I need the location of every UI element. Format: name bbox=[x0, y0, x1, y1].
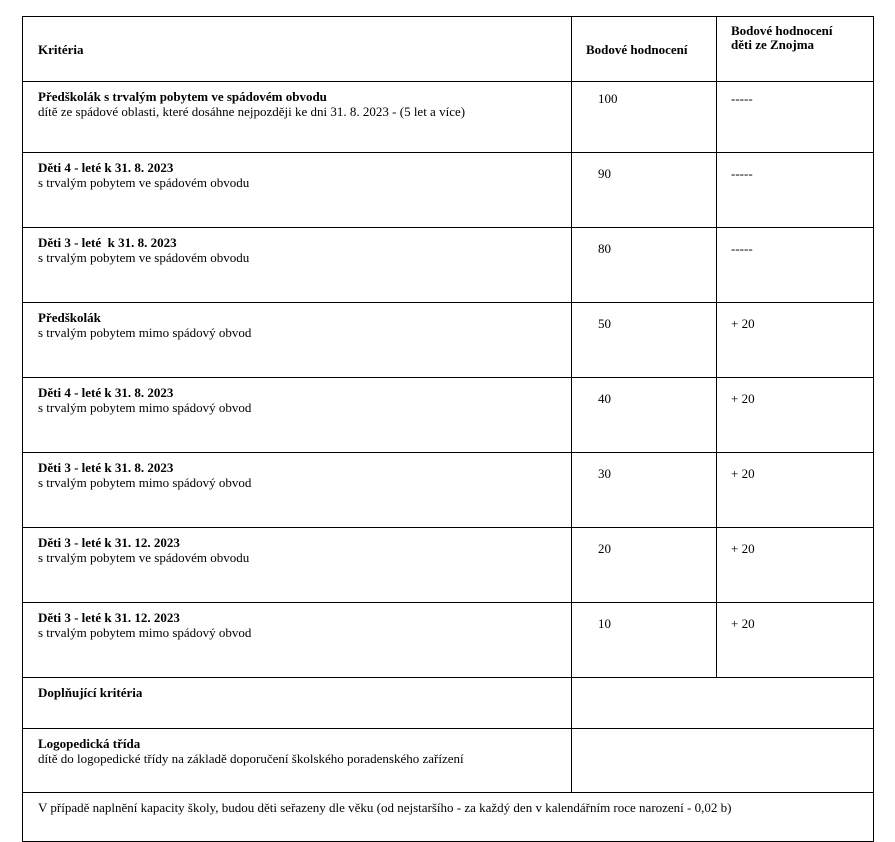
znojmo-cell: + 20 bbox=[717, 603, 874, 678]
header-criteria: Kritéria bbox=[23, 17, 572, 82]
points-cell: 10 bbox=[572, 603, 717, 678]
criteria-subtitle: dítě ze spádové oblasti, které dosáhne nejpozději ke dni 31. 8. 2023 - (5 let a více) bbox=[38, 104, 466, 119]
criteria-cell bbox=[23, 378, 572, 453]
points-cell: 80 bbox=[572, 228, 717, 303]
znojmo-cell: + 20 bbox=[717, 453, 874, 528]
criteria-table bbox=[22, 16, 874, 842]
additional-criteria-title: Doplňující kritéria bbox=[38, 685, 143, 700]
speech-class-row bbox=[23, 729, 874, 793]
header-points: Bodové hodnocení bbox=[572, 17, 717, 82]
table-row bbox=[23, 528, 874, 603]
speech-class-title: Logopedická třída bbox=[38, 736, 141, 751]
header-znojmo-line1: Bodové hodnocení bbox=[731, 23, 833, 38]
points-cell: 90 bbox=[572, 153, 717, 228]
points-cell: 40 bbox=[572, 378, 717, 453]
znojmo-cell: + 20 bbox=[717, 303, 874, 378]
criteria-cell bbox=[23, 603, 572, 678]
criteria-cell bbox=[23, 303, 572, 378]
criteria-cell bbox=[23, 528, 572, 603]
criteria-cell bbox=[23, 228, 572, 303]
criteria-subtitle: s trvalým pobytem mimo spádový obvod bbox=[38, 625, 252, 640]
points-cell: 50 bbox=[572, 303, 717, 378]
points-cell: 30 bbox=[572, 453, 717, 528]
table-row bbox=[23, 82, 874, 153]
criteria-title: Děti 4 - leté k 31. 8. 2023 bbox=[38, 160, 174, 175]
header-znojmo bbox=[717, 17, 874, 82]
znojmo-cell: ----- bbox=[717, 153, 874, 228]
criteria-cell bbox=[23, 82, 572, 153]
criteria-title: Děti 3 - leté k 31. 8. 2023 bbox=[38, 460, 174, 475]
criteria-subtitle: s trvalým pobytem ve spádovém obvodu bbox=[38, 250, 250, 265]
speech-class-cell bbox=[23, 729, 572, 793]
table-row bbox=[23, 603, 874, 678]
znojmo-cell: ----- bbox=[717, 228, 874, 303]
note-row bbox=[23, 793, 874, 842]
header-znojmo-line2: děti ze Znojma bbox=[731, 37, 815, 52]
criteria-cell bbox=[23, 453, 572, 528]
speech-class-subtitle: dítě do logopedické třídy na základě doporučení školského poradenského zařízení bbox=[38, 751, 464, 766]
criteria-subtitle: s trvalým pobytem ve spádovém obvodu bbox=[38, 550, 250, 565]
table-row bbox=[23, 453, 874, 528]
note-cell: V případě naplnění kapacity školy, budou děti seřazeny dle věku (od nejstaršího - za každý den v kalendářním roce narození - 0,02 b) bbox=[23, 793, 874, 842]
criteria-title: Předškolák bbox=[38, 310, 101, 325]
znojmo-cell: + 20 bbox=[717, 528, 874, 603]
criteria-title: Předškolák s trvalým pobytem ve spádovém obvodu bbox=[38, 89, 327, 104]
criteria-subtitle: s trvalým pobytem mimo spádový obvod bbox=[38, 475, 252, 490]
table-row bbox=[23, 303, 874, 378]
znojmo-cell: + 20 bbox=[717, 378, 874, 453]
criteria-subtitle: s trvalým pobytem mimo spádový obvod bbox=[38, 325, 252, 340]
table-row bbox=[23, 153, 874, 228]
criteria-title: Děti 3 - leté k 31. 12. 2023 bbox=[38, 535, 180, 550]
additional-criteria-row bbox=[23, 678, 874, 729]
points-cell: 20 bbox=[572, 528, 717, 603]
table-row bbox=[23, 228, 874, 303]
speech-class-empty-cell bbox=[572, 729, 874, 793]
criteria-title: Děti 4 - leté k 31. 8. 2023 bbox=[38, 385, 174, 400]
additional-criteria-empty-cell bbox=[572, 678, 874, 729]
criteria-subtitle: s trvalým pobytem ve spádovém obvodu bbox=[38, 175, 250, 190]
points-cell: 100 bbox=[572, 82, 717, 153]
znojmo-cell: ----- bbox=[717, 82, 874, 153]
criteria-cell bbox=[23, 153, 572, 228]
table-header-row bbox=[23, 17, 874, 82]
additional-criteria-cell bbox=[23, 678, 572, 729]
criteria-title: Děti 3 - leté k 31. 12. 2023 bbox=[38, 610, 180, 625]
criteria-title: Děti 3 - leté k 31. 8. 2023 bbox=[38, 235, 177, 250]
table-row bbox=[23, 378, 874, 453]
criteria-subtitle: s trvalým pobytem mimo spádový obvod bbox=[38, 400, 252, 415]
